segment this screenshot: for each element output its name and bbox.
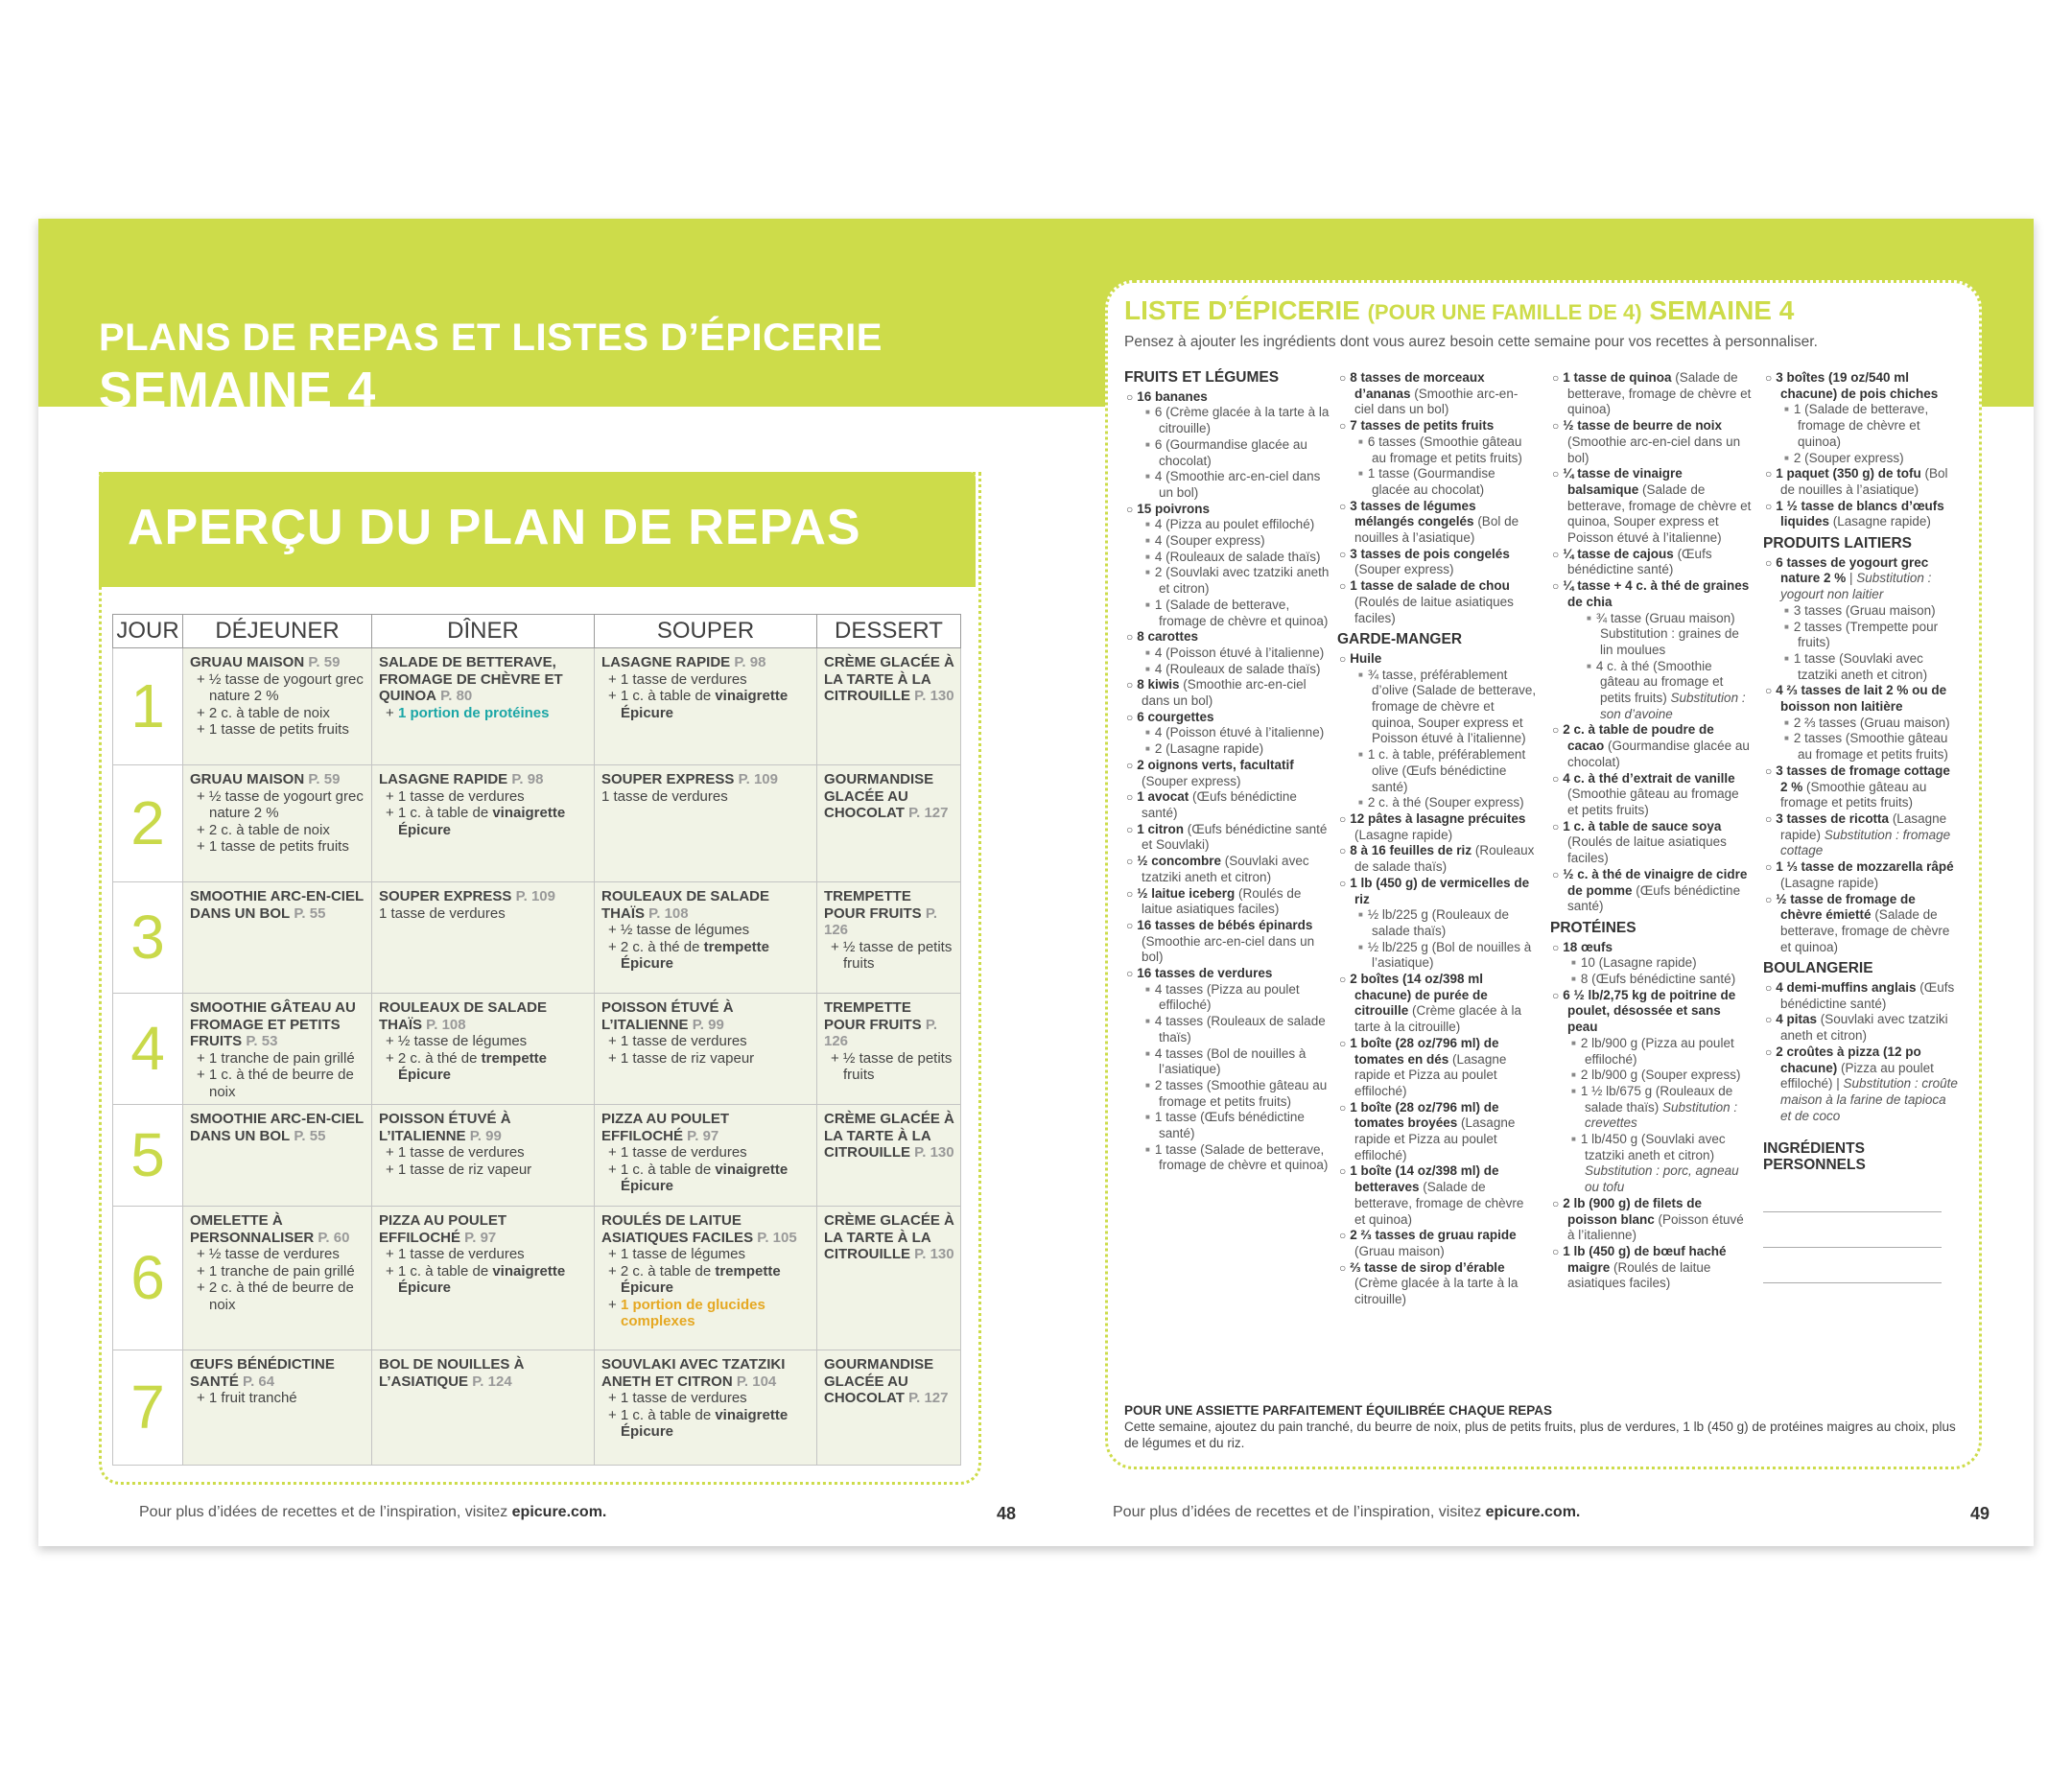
day-number: 5: [113, 1105, 183, 1207]
page-subtitle: SEMAINE 4: [99, 363, 377, 409]
meal-cell: ROULÉS DE LAITUE ASIATIQUES FACILES P. 105 + 1 tasse de légumes + 2 c. à table de trempette Épicure + 1 portion de glucides complexes: [595, 1207, 817, 1350]
meal-cell: LASAGNE RAPIDE P. 98 + 1 tasse de verdures + 1 c. à table de vinaigrette Épicure: [372, 765, 595, 882]
col-souper: SOUPER: [595, 615, 817, 648]
meal-cell: ŒUFS BÉNÉDICTINE SANTÉ P. 64 + 1 fruit tranché: [183, 1350, 372, 1466]
meal-cell: SOUPER EXPRESS P. 109 1 tasse de verdures: [372, 882, 595, 994]
meal-cell: GRUAU MAISON P. 59 + ½ tasse de yogourt grec nature 2 % + 2 c. à table de noix + 1 tasse de petits fruits: [183, 648, 372, 765]
table-row: [113, 1105, 961, 1207]
meal-cell: GOURMANDISE GLACÉE AU CHOCOLAT P. 127: [817, 1350, 961, 1466]
table-row: [113, 1350, 961, 1466]
page-title: PLANS DE REPAS ET LISTES D’ÉPICERIE: [99, 317, 883, 359]
table-row: [113, 994, 961, 1105]
table-row: [113, 882, 961, 994]
note-text: Cette semaine, ajoutez du pain tranché, du beurre de noix, plus de petits fruits, plus de verdures, 1 lb (450 g) de protéines maigres au choix, plus de légumes et du riz.: [1124, 1420, 1956, 1450]
day-number: 3: [113, 882, 183, 994]
meal-cell: PIZZA AU POULET EFFILOCHÉ P. 97 + 1 tasse de verdures + 1 c. à table de vinaigrette Épicure: [595, 1105, 817, 1207]
day-number: 7: [113, 1350, 183, 1466]
meal-cell: SOUVLAKI AVEC TZATZIKI ANETH ET CITRON P. 104 + 1 tasse de verdures + 1 c. à table de vinaigrette Épicure: [595, 1350, 817, 1466]
grocery-column-4: ○ 3 boîtes (19 oz/540 ml chacune) de pois chiches ■ 1 (Salade de betterave, fromage de chèvre et quinoa) ■ 2 (Souper express) ○ 1 paquet (350 g) de tofu (Bol de nouilles à l’asiatique) ○ 1 ½ tasse de blancs d’œufs liquides (Lasagne rapide) PRODUITS LAITIERS ○ 6 tasses de yogourt grec nature 2 % | Substitution : yogourt non laitier ■ 3 tasses (Gruau maison) ■ 2 tasses (Trempette pour fruits) ■ 1 tasse (Souvlaki avec tzatziki aneth et citron) ○ 4 ⅔ tasses de lait 2 % ou de boisson non laitière ■ 2 ⅔ tasses (Gruau maison) ■ 2 tasses (Smoothie gâteau au fromage et petits fruits) ○ 3 tasses de fromage cottage 2 % (Smoothie gâteau au fromage et petits fruits) ○ 3 tasses de ricotta (Lasagne rapide) Substitution : fromage cottage ○ 1 ⅓ tasse de mozzarella râpé (Lasagne rapide) ○ ½ tasse de fromage de chèvre émietté (Salade de betterave, fromage de chèvre et quinoa) BOULANGERIE ○ 4 demi-muffins anglais (Œufs bénédictine santé) ○ 4 pitas (Souvlaki avec tzatziki aneth et citron) ○ 2 croûtes à pizza (12 po chacune) (Pizza au poulet effiloché) | Substitution : croûte maison à la farine de tapioca et de coco INGRÉDIENTS PERSONNELS: [1763, 370, 1960, 1283]
grocery-column-1: FRUITS ET LÉGUMES ○ 16 bananes ■ 6 (Crème glacée à la tarte à la citrouille) ■ 6 (Gourmandise glacée au chocolat) ■ 4 (Smoothie arc-en-ciel dans un bol) ○ 15 poivrons ■ 4 (Pizza au poulet effiloché) ■ 4 (Souper express) ■ 4 (Rouleaux de salade thaïs) ■ 2 (Souvlaki avec tzatziki aneth et citron) ■ 1 (Salade de betterave, fromage de chèvre et quinoa) ○ 8 carottes ■ 4 (Poisson étuvé à l’italienne) ■ 4 (Rouleaux de salade thaïs) ○ 8 kiwis (Smoothie arc-en-ciel dans un bol) ○ 6 courgettes ■ 4 (Poisson étuvé à l’italienne) ■ 2 (Lasagne rapide) ○ 2 oignons verts, facultatif (Souper express) ○ 1 avocat (Œufs bénédictine santé) ○ 1 citron (Œufs bénédictine santé et Souvlaki) ○ ½ concombre (Souvlaki avec tzatziki aneth et citron) ○ ½ laitue iceberg (Roulés de laitue asiatiques faciles) ○ 16 tasses de bébés épinards (Smoothie arc-en-ciel dans un bol) ○ 16 tasses de verdures ■ 4 tasses (Pizza au poulet effiloché) ■ 4 tasses (Rouleaux de salade thaïs) ■ 4 tasses (Bol de nouilles à l’asiatique) ■ 2 tasses (Smoothie gâteau au fromage et petits fruits) ■ 1 tasse (Œufs bénédictine santé) ■ 1 tasse (Salade de betterave, fromage de chèvre et quinoa): [1124, 370, 1330, 1174]
meal-cell: PIZZA AU POULET EFFILOCHÉ P. 97 + 1 tasse de verdures + 1 c. à table de vinaigrette Épicure: [372, 1207, 595, 1350]
balanced-plate-note: [1124, 1402, 1959, 1451]
meal-cell: SOUPER EXPRESS P. 109 1 tasse de verdures: [595, 765, 817, 882]
meal-cell: SMOOTHIE ARC-EN-CIEL DANS UN BOL P. 55: [183, 1105, 372, 1207]
website-link[interactable]: epicure.com.: [511, 1504, 607, 1520]
meal-cell: SMOOTHIE GÂTEAU AU FROMAGE ET PETITS FRUITS P. 53 + 1 tranche de pain grillé + 1 c. à thé de beurre de noix: [183, 994, 372, 1105]
meal-cell: OMELETTE À PERSONNALISER P. 60 + ½ tasse de verdures + 1 tranche de pain grillé + 2 c. à thé de beurre de noix: [183, 1207, 372, 1350]
note-title: POUR UNE ASSIETTE PARFAITEMENT ÉQUILIBRÉE CHAQUE REPAS: [1124, 1403, 1553, 1418]
meal-cell: SMOOTHIE ARC-EN-CIEL DANS UN BOL P. 55: [183, 882, 372, 994]
meal-cell: GOURMANDISE GLACÉE AU CHOCOLAT P. 127: [817, 765, 961, 882]
page-number-right: 49: [1970, 1504, 1990, 1523]
day-number: 1: [113, 648, 183, 765]
table-row: [113, 648, 961, 765]
meal-cell: TREMPETTE POUR FRUITS P. 126 + ½ tasse de petits fruits: [817, 882, 961, 994]
table-row: [113, 1207, 961, 1350]
table-header-row: [113, 615, 961, 648]
meal-cell: LASAGNE RAPIDE P. 98 + 1 tasse de verdures + 1 c. à table de vinaigrette Épicure: [595, 648, 817, 765]
meal-cell: TREMPETTE POUR FRUITS P. 126 + ½ tasse de petits fruits: [817, 994, 961, 1105]
meal-cell: CRÈME GLACÉE À LA TARTE À LA CITROUILLE P. 130: [817, 1105, 961, 1207]
meal-plan-title: APERÇU DU PLAN DE REPAS: [128, 500, 861, 555]
meal-cell: ROULEAUX DE SALADE THAÏS P. 108 + ½ tasse de légumes + 2 c. à thé de trempette Épicure: [595, 882, 817, 994]
col-dejeuner: DÉJEUNER: [183, 615, 372, 648]
grocery-column-3: ○ 1 tasse de quinoa (Salade de betterave, fromage de chèvre et quinoa) ○ ½ tasse de beurre de noix (Smoothie arc-en-ciel dans un bol) ○ ¼ tasse de vinaigre balsamique (Salade de betterave, fromage de chèvre et quinoa, Souper express et Poisson étuvé à l’italienne) ○ ¼ tasse de cajous (Œufs bénédictine santé) ○ ¼ tasse + 4 c. à thé de graines de chia ■ ¾ tasse (Gruau maison) Substitution : graines de lin moulues ■ 4 c. à thé (Smoothie gâteau au fromage et petits fruits) Substitution : son d’avoine ○ 2 c. à table de poudre de cacao (Gourmandise glacée au chocolat) ○ 4 c. à thé d’extrait de vanille (Smoothie gâteau au fromage et petits fruits) ○ 1 c. à table de sauce soya (Roulés de laitue asiatiques faciles) ○ ½ c. à thé de vinaigre de cidre de pomme (Œufs bénédictine santé) PROTÉINES ○ 18 œufs ■ 10 (Lasagne rapide) ■ 8 (Œufs bénédictine santé) ○ 6 ½ lb/2,75 kg de poitrine de poulet, désossée et sans peau ■ 2 lb/900 g (Pizza au poulet effiloché) ■ 2 lb/900 g (Souper express) ■ 1 ½ lb/675 g (Rouleaux de salade thaïs) Substitution : crevettes ■ 1 lb/450 g (Souvlaki avec tzatziki aneth et citron) Substitution : porc, agneau ou tofu ○ 2 lb (900 g) de filets de poisson blanc (Poisson étuvé à l’italienne) ○ 1 lb (450 g) de bœuf haché maigre (Roulés de laitue asiatiques faciles): [1550, 370, 1752, 1292]
meal-cell: CRÈME GLACÉE À LA TARTE À LA CITROUILLE P. 130: [817, 1207, 961, 1350]
grocery-column-2: ○ 8 tasses de morceaux d’ananas (Smoothie arc-en-ciel dans un bol) ○ 7 tasses de petits fruits ■ 6 tasses (Smoothie gâteau au fromage et petits fruits) ■ 1 tasse (Gourmandise glacée au chocolat) ○ 3 tasses de légumes mélangés congelés (Bol de nouilles à l’asiatique) ○ 3 tasses de pois congelés (Souper express) ○ 1 tasse de salade de chou (Roulés de laitue asiatiques faciles) GARDE-MANGER ○ Huile ■ ¾ tasse, préférablement d’olive (Salade de betterave, fromage de chèvre et quinoa, Souper express et Poisson étuvé à l’italienne) ■ 1 c. à table, préférablement olive (Œufs bénédictine santé) ■ 2 c. à thé (Souper express) ○ 12 pâtes à lasagne précuites (Lasagne rapide) ○ 8 à 16 feuilles de riz (Rouleaux de salade thaïs) ○ 1 lb (450 g) de vermicelles de riz ■ ½ lb/225 g (Rouleaux de salade thaïs) ■ ½ lb/225 g (Bol de nouilles à l’asiatique) ○ 2 boîtes (14 oz/398 ml chacune) de purée de citrouille (Crème glacée à la tarte à la citrouille) ○ 1 boîte (28 oz/796 ml) de tomates en dés (Lasagne rapide et Pizza au poulet effiloché) ○ 1 boîte (28 oz/796 ml) de tomates broyées (Lasagne rapide et Pizza au poulet effiloché) ○ 1 boîte (14 oz/398 ml) de betteraves (Salade de betterave, fromage de chèvre et quinoa) ○ 2 ⅔ tasses de gruau rapide (Gruau maison) ○ ⅔ tasse de sirop d’érable (Crème glacée à la tarte à la citrouille): [1337, 370, 1537, 1308]
table-row: [113, 765, 961, 882]
grocery-title: LISTE D’ÉPICERIE (POUR UNE FAMILLE DE 4) SEMAINE 4: [1124, 295, 1795, 325]
meal-cell: POISSON ÉTUVÉ À L’ITALIENNE P. 99 + 1 tasse de verdures + 1 tasse de riz vapeur: [372, 1105, 595, 1207]
day-number: 6: [113, 1207, 183, 1350]
write-in-line[interactable]: [1763, 1212, 1942, 1248]
write-in-line[interactable]: [1763, 1248, 1942, 1283]
footer-right: Pour plus d’idées de recettes et de l’inspiration, visitez epicure.com.: [1113, 1504, 1581, 1520]
col-diner: DÎNER: [372, 615, 595, 648]
page-number-left: 48: [997, 1504, 1017, 1523]
col-jour: JOUR: [113, 615, 183, 648]
meal-cell: SALADE DE BETTERAVE, FROMAGE DE CHÈVRE ET QUINOA P. 80 + 1 portion de protéines: [372, 648, 595, 765]
write-in-line[interactable]: [1763, 1177, 1942, 1212]
meal-cell: POISSON ÉTUVÉ À L’ITALIENNE P. 99 + 1 tasse de verdures + 1 tasse de riz vapeur: [595, 994, 817, 1105]
meal-cell: BOL DE NOUILLES À L’ASIATIQUE P. 124: [372, 1350, 595, 1466]
grocery-subtitle: Pensez à ajouter les ingrédients dont vous aurez besoin cette semaine pour vos recettes à personnaliser.: [1124, 334, 1818, 350]
meal-cell: ROULEAUX DE SALADE THAÏS P. 108 + ½ tasse de légumes + 2 c. à thé de trempette Épicure: [372, 994, 595, 1105]
col-dessert: DESSERT: [817, 615, 961, 648]
meal-plan-table: [112, 614, 961, 1466]
day-number: 2: [113, 765, 183, 882]
meal-cell: GRUAU MAISON P. 59 + ½ tasse de yogourt grec nature 2 % + 2 c. à table de noix + 1 tasse de petits fruits: [183, 765, 372, 882]
day-number: 4: [113, 994, 183, 1105]
footer-left: Pour plus d’idées de recettes et de l’inspiration, visitez epicure.com.: [139, 1504, 607, 1520]
website-link[interactable]: epicure.com.: [1485, 1504, 1581, 1520]
meal-cell: CRÈME GLACÉE À LA TARTE À LA CITROUILLE P. 130: [817, 648, 961, 765]
